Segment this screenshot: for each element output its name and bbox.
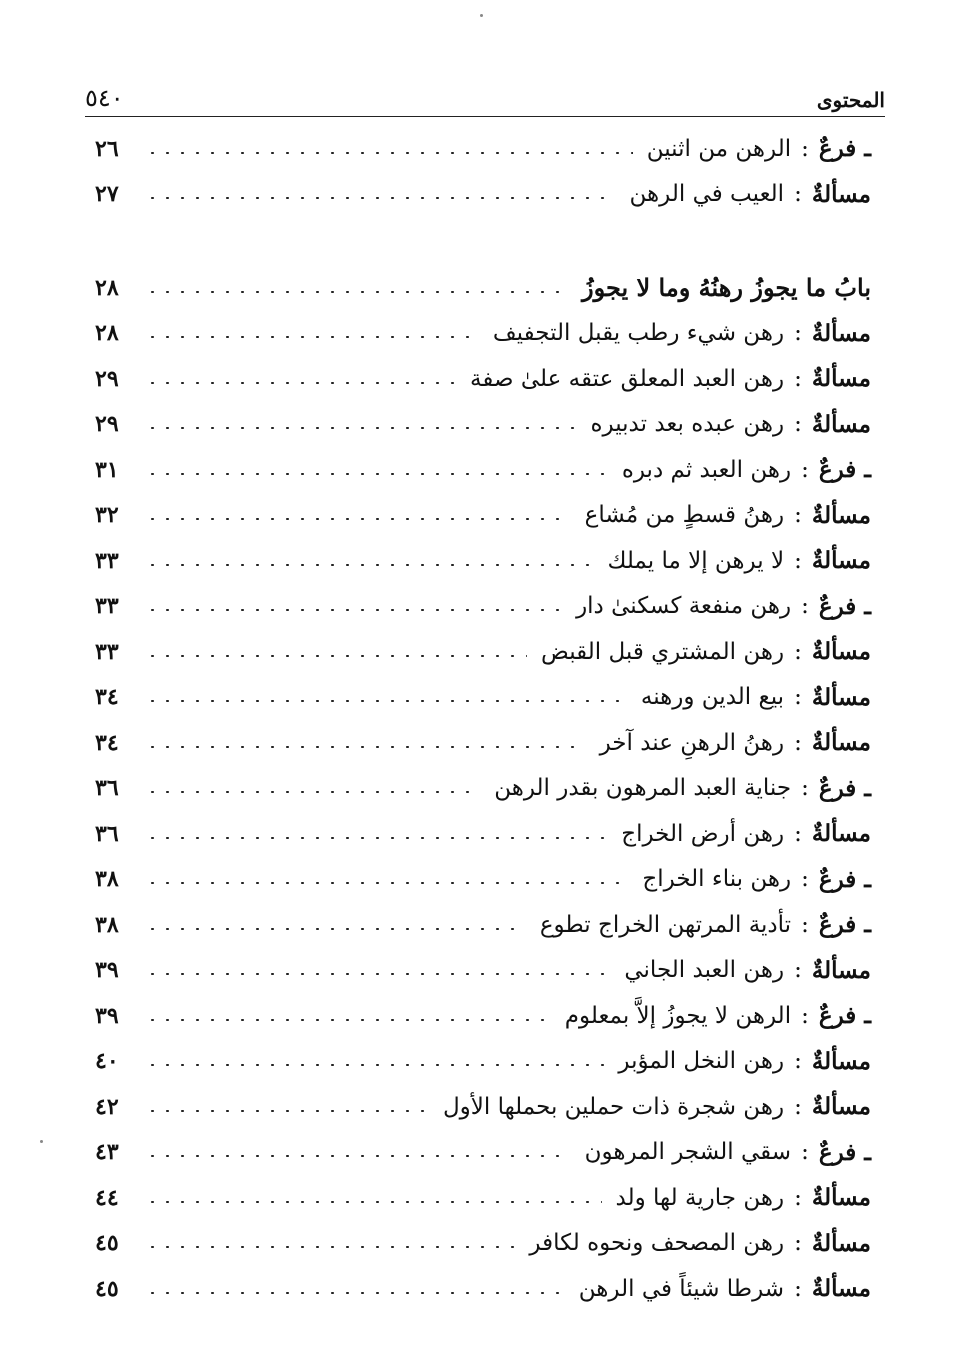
dot-leader (145, 746, 586, 748)
dot-leader (145, 518, 571, 520)
entry-title: شرطا شيئاً في الرهن (578, 1275, 785, 1302)
entry-colon: : (794, 957, 802, 984)
entry-label: مسألةٌ (811, 1093, 871, 1121)
dot-leader (145, 1064, 604, 1066)
entry-label: ـ فرعٌ (818, 1138, 871, 1166)
entry-label: مسألةٌ (811, 1229, 871, 1257)
entry-colon: : (794, 1275, 802, 1302)
entry-colon: : (794, 181, 802, 208)
entry-colon: : (794, 820, 802, 847)
entry-title: رهن جارية لها ولد (615, 1184, 785, 1211)
dot-leader (145, 791, 480, 793)
dot-leader (145, 197, 616, 199)
toc-entry-row (95, 675, 871, 721)
entry-page-number: ٢٨ (95, 320, 119, 347)
entry-page-number: ٤٥ (95, 1275, 119, 1302)
entry-colon: : (794, 411, 802, 438)
entry-page-number: ٢٧ (95, 181, 119, 208)
entry-page-number: ٣٤ (95, 729, 119, 756)
toc-entry-row (95, 584, 871, 630)
entry-title: رهن العبد ثم دبره (621, 456, 792, 483)
toc-entry-row (95, 1130, 871, 1176)
entry-title: رهن العبد المعلق عتقه علىٰ صفة (470, 365, 785, 392)
table-of-contents (95, 126, 871, 1312)
toc-entry-row (95, 356, 871, 402)
entry-page-number: ٣٨ (95, 911, 119, 938)
toc-entry-row (95, 172, 871, 218)
entry-page-number: ٢٦ (95, 135, 119, 162)
entry-label: ـ فرعٌ (818, 592, 871, 620)
entry-colon: : (794, 1048, 802, 1075)
entry-label: مسألةٌ (811, 365, 871, 393)
entry-label: ـ فرعٌ (818, 135, 871, 163)
dot-leader (145, 1246, 515, 1248)
entry-label: مسألةٌ (811, 501, 871, 529)
entry-colon: : (801, 135, 809, 162)
entry-title: رهن المصحف ونحوه لكافر (529, 1230, 785, 1257)
entry-page-number: ٣٣ (95, 547, 119, 574)
toc-entry-row (95, 126, 871, 172)
entry-page-number: ٣٤ (95, 684, 119, 711)
page-number: ٥٤٠ (85, 84, 124, 112)
entry-title: سقي الشجر المرهون (584, 1139, 792, 1166)
entry-page-number: ٣٩ (95, 1002, 119, 1029)
entry-label: مسألةٌ (811, 729, 871, 757)
entry-label: ـ فرعٌ (818, 911, 871, 939)
toc-chapter-row (95, 265, 871, 311)
dot-leader (145, 882, 628, 884)
entry-label: ـ فرعٌ (818, 865, 871, 893)
toc-entry-row (95, 811, 871, 857)
entry-title: رهن عبده بعد تدبيره (590, 411, 785, 438)
entry-colon: : (794, 729, 802, 756)
toc-entry-row (95, 1175, 871, 1221)
dot-leader (145, 973, 610, 975)
dot-leader (145, 1292, 565, 1294)
entry-title: الرهن لا يجوزُ إلاَّ بمعلوم (564, 1002, 792, 1029)
page-header (85, 82, 885, 117)
entry-colon: : (801, 1139, 809, 1166)
entry-title: تأدية المرتهن الخراج تطوع (539, 911, 792, 938)
dot-leader (145, 655, 527, 657)
entry-colon: : (801, 593, 809, 620)
entry-page-number: ٢٩ (95, 365, 119, 392)
entry-title: رهن بناء الخراج (642, 866, 792, 893)
dot-leader (145, 928, 526, 930)
dot-leader (145, 427, 576, 429)
entry-title: رهن العبد الجاني (624, 957, 785, 984)
entry-title: رهن شيء رطب يقبل التجفيف (492, 320, 785, 347)
entry-label: مسألةٌ (811, 1275, 871, 1303)
dot-leader (145, 700, 627, 702)
toc-entry-row (95, 538, 871, 584)
toc-entry-row (95, 857, 871, 903)
running-title: المحتوى (816, 88, 885, 112)
entry-title: رهن شجرة ذات حملين بحملها الأول (442, 1093, 785, 1120)
toc-entry-row (95, 720, 871, 766)
entry-page-number: ٢٩ (95, 411, 119, 438)
dot-leader (145, 473, 608, 475)
toc-entry-row (95, 493, 871, 539)
entry-label: مسألةٌ (811, 319, 871, 347)
entry-label: مسألةٌ (811, 638, 871, 666)
toc-entry-row (95, 993, 871, 1039)
dot-leader (145, 564, 593, 566)
entry-label: ـ فرعٌ (818, 456, 871, 484)
entry-page-number: ٤٥ (95, 1230, 119, 1257)
toc-entry-row (95, 902, 871, 948)
entry-colon: : (801, 456, 809, 483)
entry-page-number: ٣٦ (95, 820, 119, 847)
dot-leader (145, 336, 479, 338)
entry-page-number: ٣٦ (95, 775, 119, 802)
entry-label: مسألةٌ (811, 683, 871, 711)
chapter-title: بابُ ما يجوزُ رهنُهُ وما لا يجوزُ (581, 273, 871, 303)
entry-colon: : (794, 320, 802, 347)
entry-page-number: ٤٢ (95, 1093, 119, 1120)
entry-label: مسألةٌ (811, 820, 871, 848)
dot-leader (145, 837, 607, 839)
entry-page-number: ٣٣ (95, 638, 119, 665)
entry-page-number: ٣٨ (95, 866, 119, 893)
entry-page-number: ٤٣ (95, 1139, 119, 1166)
entry-label: ـ فرعٌ (818, 774, 871, 802)
entry-colon: : (794, 1184, 802, 1211)
entry-title: لا يرهن إلا ما يملك (607, 547, 785, 574)
toc-entry-row (95, 311, 871, 357)
scan-speck (480, 14, 483, 17)
toc-entry-row (95, 1084, 871, 1130)
entry-label: مسألةٌ (811, 1184, 871, 1212)
entry-title: رهنُ قسطٍ من مُشاع (584, 502, 785, 529)
entry-colon: : (794, 684, 802, 711)
dot-leader (145, 382, 456, 384)
toc-entry-row (95, 1266, 871, 1312)
toc-entry-row (95, 948, 871, 994)
entry-label: مسألةٌ (811, 956, 871, 984)
entry-title: الرهن من اثنين (646, 135, 792, 162)
toc-entry-row (95, 447, 871, 493)
entry-colon: : (801, 911, 809, 938)
entry-colon: : (801, 1002, 809, 1029)
dot-leader (145, 1110, 429, 1112)
toc-entry-row (95, 1039, 871, 1085)
entry-title: العيب في الرهن (629, 181, 785, 208)
toc-entry-row (95, 629, 871, 675)
entry-title: رهن أرض الخراج (621, 820, 785, 847)
entry-colon: : (794, 638, 802, 665)
toc-entry-row (95, 766, 871, 812)
entry-label: مسألةٌ (811, 547, 871, 575)
entry-page-number: ٤٤ (95, 1184, 119, 1211)
entry-title: جناية العبد المرهون بقدر الرهن (494, 775, 792, 802)
entry-page-number: ٢٨ (95, 274, 119, 301)
entry-colon: : (794, 502, 802, 529)
entry-title: بيع الدين ورهنه (640, 684, 785, 711)
entry-title: رهنُ الرهنِ عند آخر (599, 729, 785, 756)
entry-colon: : (801, 866, 809, 893)
dot-leader (145, 1019, 551, 1021)
entry-title: رهن النخل المؤبر (618, 1048, 785, 1075)
entry-page-number: ٣٩ (95, 957, 119, 984)
entry-colon: : (794, 547, 802, 574)
entry-title: رهن المشتري قبل القبض (541, 638, 785, 665)
entry-page-number: ٤٠ (95, 1048, 119, 1075)
entry-colon: : (794, 365, 802, 392)
entry-page-number: ٣١ (95, 456, 119, 483)
entry-label: مسألةٌ (811, 410, 871, 438)
dot-leader (145, 152, 633, 154)
entry-colon: : (794, 1093, 802, 1120)
dot-leader (145, 291, 564, 293)
entry-colon: : (801, 775, 809, 802)
entry-label: ـ فرعٌ (818, 1002, 871, 1030)
entry-page-number: ٣٢ (95, 502, 119, 529)
scan-speck (40, 1140, 43, 1143)
entry-label: مسألةٌ (811, 1047, 871, 1075)
entry-colon: : (794, 1230, 802, 1257)
dot-leader (145, 1201, 602, 1203)
entry-title: رهن منفعة كسكنىٰ دار (576, 593, 792, 620)
dot-leader (145, 609, 562, 611)
entry-page-number: ٣٣ (95, 593, 119, 620)
dot-leader (145, 1155, 571, 1157)
toc-entry-row (95, 402, 871, 448)
entry-label: مسألةٌ (811, 180, 871, 208)
toc-entry-row (95, 1221, 871, 1267)
